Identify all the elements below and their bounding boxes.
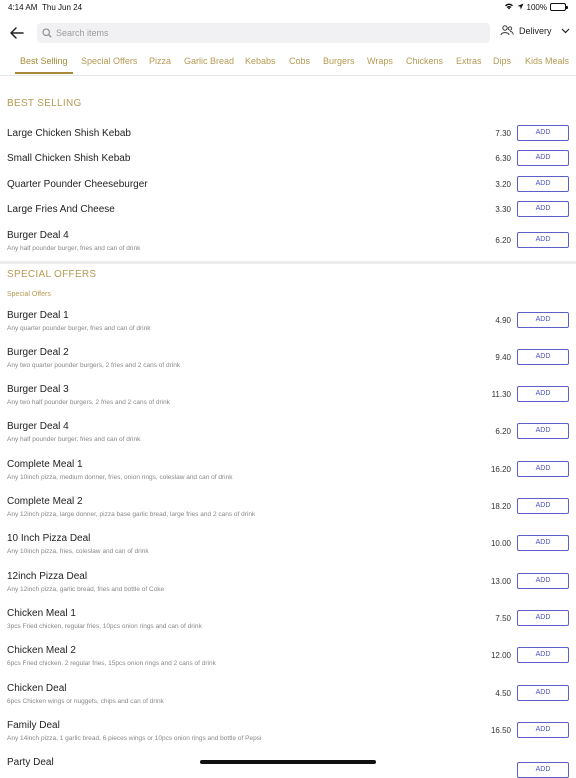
section-title-special-offers: SPECIAL OFFERS	[7, 269, 97, 280]
item-name: Large Chicken Shish Kebab	[7, 128, 131, 139]
battery-percent: 100%	[526, 2, 547, 12]
section-divider	[0, 261, 576, 264]
item-description: Any 10inch pizza, fries, coleslaw and can of drink	[7, 548, 149, 555]
item-name: Burger Deal 4	[7, 230, 69, 241]
item-price: 7.30	[495, 129, 511, 138]
item-price: 10.00	[490, 539, 511, 548]
item-price: 3.20	[495, 180, 511, 189]
section-subtitle: Special Offers	[7, 291, 51, 298]
item-price: 9.40	[495, 353, 511, 362]
item-description: Any 12inch pizza, garlic bread, fries and bottle of Coke	[7, 586, 165, 593]
item-name: Quarter Pounder Cheeseburger	[7, 179, 148, 190]
item-price: 6.20	[495, 236, 511, 245]
category-tabs	[0, 52, 576, 76]
add-button[interactable]: ADD	[517, 150, 569, 166]
users-icon	[500, 25, 514, 36]
chevron-down-icon	[561, 28, 570, 34]
tab-cobs[interactable]: Cobs	[289, 56, 311, 66]
item-description: Any half pounder burger, fries and can of drink	[7, 245, 141, 252]
add-button[interactable]: ADD	[517, 232, 569, 248]
top-bar	[0, 22, 576, 44]
add-button[interactable]: ADD	[517, 573, 569, 589]
tab-best-selling[interactable]: Best Selling	[20, 56, 68, 66]
item-description: Any 14inch pizza, 1 garlic bread, 6 pieces wings or 10pcs onion rings and bottle of Pepsi	[7, 735, 262, 742]
add-button[interactable]: ADD	[517, 461, 569, 477]
item-name: Family Deal	[7, 720, 60, 731]
status-time: 4:14 AM	[8, 3, 38, 12]
item-price: 11.30	[491, 390, 511, 399]
add-button[interactable]: ADD	[517, 610, 569, 626]
battery-icon	[550, 3, 566, 11]
add-button[interactable]: ADD	[517, 535, 569, 551]
status-bar	[0, 0, 576, 14]
item-name: Burger Deal 2	[7, 347, 69, 358]
back-arrow-icon	[9, 26, 25, 40]
item-price: 18.20	[490, 502, 511, 511]
item-price: 3.30	[495, 205, 511, 214]
item-name: Party Deal	[7, 757, 54, 768]
item-price: 13.00	[490, 577, 511, 586]
item-description: Any quarter pounder burger, fries and can of drink	[7, 325, 151, 332]
item-name: Chicken Deal	[7, 683, 67, 694]
add-button[interactable]: ADD	[517, 201, 569, 217]
item-description: 6pcs Fried chicken, 2 regular fries, 15pcs onion rings and 2 cans of drink	[7, 660, 216, 667]
item-name: Complete Meal 1	[7, 459, 83, 470]
search-bar[interactable]	[37, 23, 490, 43]
active-tab-indicator	[15, 72, 73, 74]
item-price: 6.30	[495, 154, 511, 163]
search-input[interactable]	[56, 28, 476, 38]
section-title-best-selling: BEST SELLING	[7, 98, 82, 109]
back-button[interactable]	[9, 26, 25, 40]
tab-dips[interactable]: Dips	[493, 56, 512, 66]
item-price: 7.50	[495, 614, 511, 623]
item-name: 10 Inch Pizza Deal	[7, 533, 91, 544]
item-name: Chicken Meal 2	[7, 645, 76, 656]
item-description: Any two quarter pounder burgers, 2 fries and 2 cans of drink	[7, 362, 181, 369]
add-button[interactable]: ADD	[517, 386, 569, 402]
item-name: Large Fries And Cheese	[7, 204, 115, 215]
item-name: 12inch Pizza Deal	[7, 571, 88, 582]
home-indicator[interactable]	[200, 760, 376, 764]
tab-pizza[interactable]: Pizza	[149, 56, 172, 66]
item-description: Any half pounder burger, fries and can of drink	[7, 436, 141, 443]
item-name: Complete Meal 2	[7, 496, 83, 507]
item-price: 12.00	[490, 651, 511, 660]
delivery-selector[interactable]	[500, 25, 570, 36]
menu-list[interactable]	[0, 77, 576, 773]
tab-special-offers[interactable]: Special Offers	[81, 56, 138, 66]
item-price: 6.20	[495, 427, 511, 436]
tab-chickens[interactable]: Chickens	[406, 56, 444, 66]
add-button[interactable]: ADD	[517, 498, 569, 514]
tab-extras[interactable]: Extras	[456, 56, 482, 66]
wifi-icon	[504, 2, 514, 12]
location-icon	[517, 3, 524, 12]
item-name: Burger Deal 3	[7, 384, 69, 395]
item-description: Any 10inch pizza, medium donner, fries, onion rings, coleslaw and can of drink	[7, 474, 233, 481]
item-price: 4.90	[495, 316, 511, 325]
add-button[interactable]: ADD	[517, 685, 569, 701]
search-icon	[42, 28, 52, 38]
item-description: 6pcs Chicken wings or nuggets, chips and can of drink	[7, 698, 164, 705]
item-name: Burger Deal 1	[7, 310, 69, 321]
item-description: 3pcs Fried chicken, regular fries, 10pcs onion rings and can of drink	[7, 623, 202, 630]
status-indicators	[504, 2, 566, 12]
tab-burgers[interactable]: Burgers	[323, 56, 355, 66]
add-button[interactable]: ADD	[517, 762, 569, 778]
tab-kebabs[interactable]: Kebabs	[245, 56, 276, 66]
add-button[interactable]: ADD	[517, 722, 569, 738]
delivery-label: Delivery	[519, 25, 552, 36]
item-price: 16.50	[490, 726, 511, 735]
add-button[interactable]: ADD	[517, 176, 569, 192]
item-description: Any 12inch pizza, large donner, pizza base garlic bread, large fries and 2 cans of drink	[7, 511, 256, 518]
tab-wraps[interactable]: Wraps	[367, 56, 393, 66]
add-button[interactable]: ADD	[517, 312, 569, 328]
item-name: Burger Deal 4	[7, 421, 69, 432]
add-button[interactable]: ADD	[517, 125, 569, 141]
item-description: Any two half pounder burgers, 2 fries and 2 cans of drink	[7, 399, 170, 406]
status-date: Thu Jun 24	[42, 3, 83, 12]
item-price: 4.50	[495, 689, 511, 698]
item-price: 16.20	[490, 465, 511, 474]
tab-garlic-bread[interactable]: Garlic Bread	[184, 56, 235, 66]
item-name: Chicken Meal 1	[7, 608, 76, 619]
add-button[interactable]: ADD	[517, 349, 569, 365]
tab-kids-meals[interactable]: Kids Meals	[525, 56, 570, 66]
add-button[interactable]: ADD	[517, 423, 569, 439]
item-name: Small Chicken Shish Kebab	[7, 153, 131, 164]
add-button[interactable]: ADD	[517, 647, 569, 663]
